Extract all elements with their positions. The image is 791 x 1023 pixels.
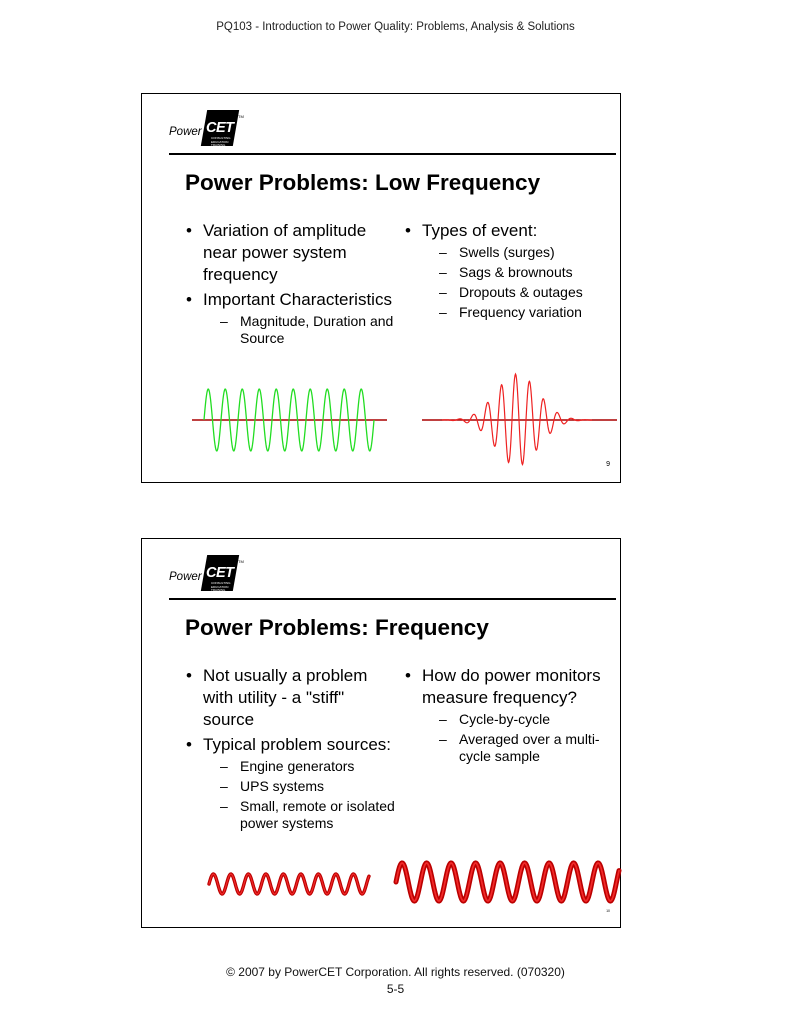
logo-tm: TM	[238, 114, 244, 119]
logo-tagline	[211, 582, 230, 593]
left-bullets	[185, 665, 395, 835]
logo-tagline-line: EDUCATION	[211, 139, 229, 144]
page-header: PQ103 - Introduction to Power Quality: Problems, Analysis & Solutions	[216, 21, 575, 33]
sub-bullet: – Engine generators	[203, 758, 395, 775]
logo-tagline	[211, 137, 230, 148]
bullet-text: Typical problem sources:	[203, 735, 392, 754]
logo-tagline-line: CONSULTING	[211, 581, 231, 585]
slide-title: Power Problems: Frequency	[185, 615, 489, 640]
bullet	[185, 734, 395, 832]
bullet	[185, 220, 395, 286]
logo-tagline-line: EDUCATION	[211, 584, 229, 589]
copyright-line: © 2007 by PowerCET Corporation. All rights reserved. (070320)	[226, 965, 565, 979]
logo-tagline-line: TRAINING	[211, 588, 226, 592]
bullet	[185, 665, 395, 731]
logo-tm: TM	[238, 559, 244, 564]
logo-power-text: Power	[169, 126, 202, 138]
logo-cet-text: CET	[206, 565, 234, 581]
sub-bullet: – Swells (surges)	[422, 244, 619, 261]
title-rule	[169, 598, 616, 600]
frequency-wave-illustration-right	[391, 857, 631, 907]
sub-bullet: – Magnitude, Duration and Source	[203, 313, 395, 347]
page-number: 5-5	[386, 982, 405, 996]
page-footer	[0, 964, 791, 998]
powercet-logo	[169, 554, 244, 600]
sub-bullet: – Dropouts & outages	[422, 284, 619, 301]
slide-frequency	[141, 538, 621, 928]
bullet-text: Not usually a problem with utility - a "stiff" source	[203, 666, 368, 729]
bullet-text: How do power monitors measure frequency?	[422, 666, 601, 707]
slide-low-frequency	[141, 93, 621, 483]
sub-bullet: – Small, remote or isolated power systems	[203, 798, 395, 832]
title-rule	[169, 153, 616, 155]
right-bullets	[404, 220, 619, 324]
sub-bullet: – Sags & brownouts	[422, 264, 619, 281]
logo-power-text: Power	[169, 571, 202, 583]
slide-title: Power Problems: Low Frequency	[185, 170, 541, 195]
bullet	[185, 289, 395, 347]
logo-tagline-line: TRAINING	[211, 143, 226, 147]
steady-wave-line	[204, 389, 374, 451]
burst-wave-illustration	[422, 372, 617, 469]
sub-bullet: – Frequency variation	[422, 304, 619, 321]
bullet-text: Variation of amplitude near power system frequency	[203, 221, 367, 284]
bullet-text: Important Characteristics	[203, 290, 392, 309]
logo-tagline-line: CONSULTING	[211, 136, 231, 140]
powercet-logo	[169, 109, 244, 155]
steady-sine-wave-illustration	[192, 385, 387, 455]
slide-number: 10	[606, 909, 610, 913]
right-bullets	[404, 665, 619, 768]
frequency-wave-illustration-left	[205, 869, 375, 899]
burst-wave-line	[442, 374, 592, 464]
sub-bullet: – Cycle-by-cycle	[422, 711, 619, 728]
sub-bullet: – UPS systems	[203, 778, 395, 795]
sub-bullet: – Averaged over a multi-cycle sample	[422, 731, 619, 765]
left-bullets	[185, 220, 395, 350]
slide-number: 9	[606, 461, 610, 468]
bullet-text: Types of event:	[422, 221, 538, 240]
bullet	[404, 665, 619, 765]
logo-cet-text: CET	[206, 120, 234, 136]
bullet	[404, 220, 619, 321]
